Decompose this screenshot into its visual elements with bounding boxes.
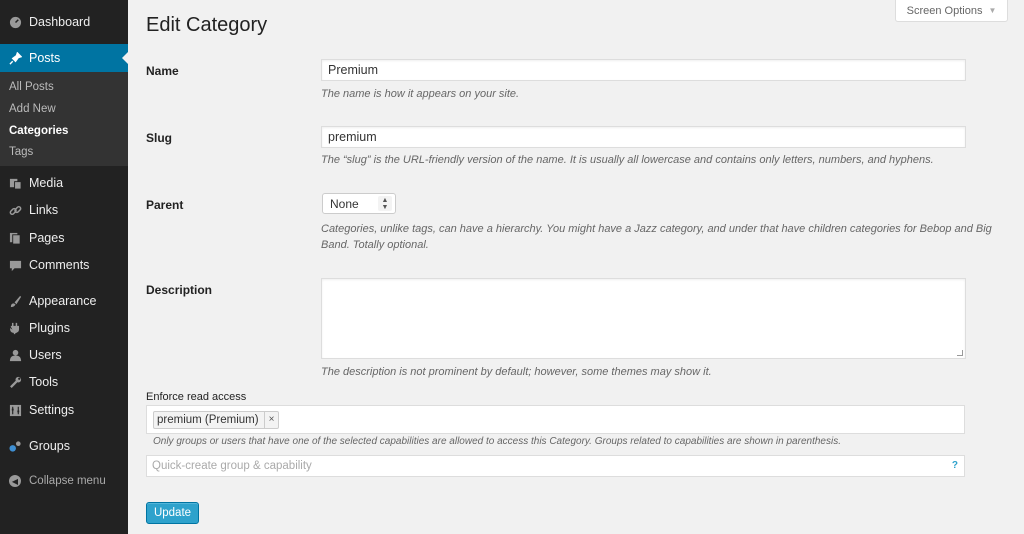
submenu-categories[interactable]: Categories <box>9 125 69 137</box>
select-arrows-icon: ▲ ▼ <box>378 196 392 211</box>
chevron-down-icon: ▼ <box>988 6 997 15</box>
parent-select[interactable] <box>322 193 396 214</box>
description-help: The description is not prominent by default; however, some themes may show it. <box>321 366 712 378</box>
slug-input[interactable]: premium <box>321 126 966 148</box>
menu-appearance[interactable]: Appearance <box>0 291 128 311</box>
name-help: The name is how it appears on your site. <box>321 88 520 100</box>
capability-tag <box>153 411 279 429</box>
menu-comments[interactable]: Comments <box>0 255 128 275</box>
current-menu-arrow <box>122 52 128 64</box>
submenu-tags[interactable]: Tags <box>9 146 34 158</box>
pin-icon <box>8 51 22 65</box>
dashboard-icon <box>8 15 22 29</box>
menu-dashboard[interactable]: Dashboard <box>0 12 128 32</box>
menu-posts[interactable]: Posts <box>0 44 128 72</box>
name-label: Name <box>146 64 179 78</box>
remove-tag-icon[interactable]: × <box>264 412 279 428</box>
enforce-help: Only groups or users that have one of the selected capabilities are allowed to access this Category. Groups related to capabilities are shown in parenthesis. <box>153 436 841 447</box>
media-icon <box>8 176 22 190</box>
menu-users[interactable]: Users <box>0 345 128 365</box>
parent-label: Parent <box>146 198 184 212</box>
capabilities-select[interactable] <box>146 405 965 434</box>
menu-pages[interactable]: Pages <box>0 228 128 248</box>
name-input[interactable]: Premium <box>321 59 966 81</box>
brush-icon <box>8 294 22 308</box>
plugin-icon <box>8 321 22 335</box>
admin-sidebar <box>0 0 128 534</box>
slug-help: The “slug” is the URL-friendly version of the name. It is usually all lowercase and contains only letters, numbers, and hyphens. <box>321 154 934 166</box>
user-icon <box>8 348 22 362</box>
submenu-all-posts[interactable]: All Posts <box>9 81 54 93</box>
help-icon[interactable]: ? <box>951 460 958 471</box>
quick-create-input[interactable] <box>146 455 965 477</box>
collapse-menu-button[interactable]: ◀ Collapse menu <box>0 471 128 491</box>
posts-submenu <box>0 72 128 166</box>
collapse-icon: ◀ <box>8 474 22 488</box>
capability-tag-label: premium (Premium) <box>157 413 259 426</box>
enforce-read-access-label: Enforce read access <box>146 391 247 403</box>
slug-label: Slug <box>146 131 172 145</box>
quick-create-placeholder: Quick-create group & capability <box>152 460 312 472</box>
pages-icon <box>8 231 22 245</box>
menu-links[interactable]: Links <box>0 200 128 220</box>
resize-grip-icon[interactable] <box>957 350 963 356</box>
menu-media[interactable]: Media <box>0 173 128 193</box>
description-label: Description <box>146 283 213 297</box>
menu-settings[interactable]: Settings <box>0 400 128 420</box>
settings-icon <box>8 403 22 417</box>
groups-icon <box>8 439 22 453</box>
wrench-icon <box>8 375 22 389</box>
menu-groups[interactable]: Groups <box>0 436 128 456</box>
parent-selected-value: None <box>330 196 359 211</box>
screen-options-label: Screen Options <box>906 4 983 17</box>
update-button[interactable]: Update <box>146 502 199 524</box>
page-title: Edit Category <box>146 14 268 36</box>
parent-help: Categories, unlike tags, can have a hierarchy. You might have a Jazz category, and under that have children categories for Bebop and Big Band. Totally optional. <box>321 223 992 251</box>
description-textarea[interactable] <box>321 278 966 359</box>
link-icon <box>8 203 22 217</box>
submenu-add-new[interactable]: Add New <box>9 103 56 115</box>
menu-plugins[interactable]: Plugins <box>0 318 128 338</box>
comment-icon <box>8 258 22 272</box>
screen-options-button[interactable] <box>895 0 1008 22</box>
menu-tools[interactable]: Tools <box>0 372 128 392</box>
